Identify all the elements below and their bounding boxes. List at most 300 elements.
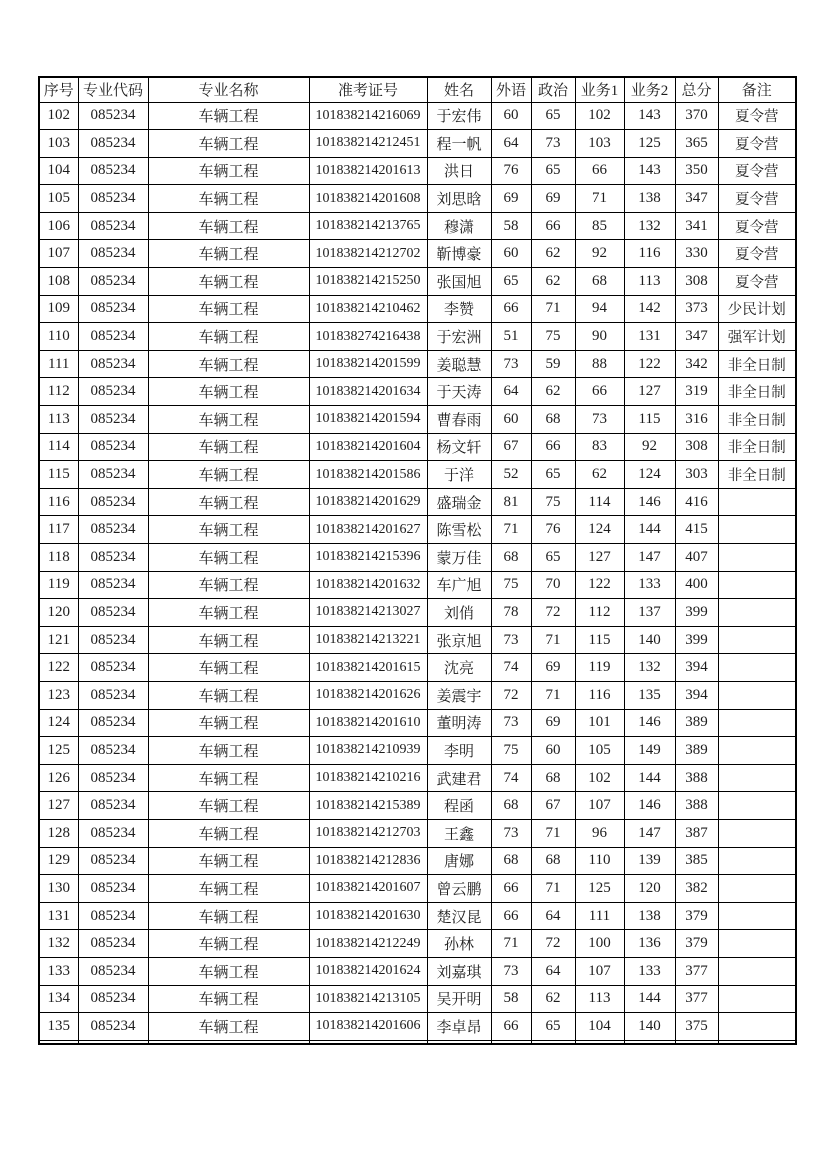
- cell-exam-id: 101838214201630: [309, 902, 427, 930]
- cell-politics: 65: [531, 102, 575, 130]
- cell-subject1: 103: [575, 130, 624, 158]
- cell-subject2: 146: [624, 709, 675, 737]
- cell-remarks: [718, 516, 796, 544]
- cell-subject2: 137: [624, 599, 675, 627]
- cell-major-code: 085234: [78, 516, 148, 544]
- cell-remarks: [718, 488, 796, 516]
- cell-politics: 62: [531, 240, 575, 268]
- cell-subject2: 138: [624, 902, 675, 930]
- cell-major-name: 车辆工程: [148, 102, 309, 130]
- cell-subject1: 66: [575, 378, 624, 406]
- cell-major-name: 车辆工程: [148, 295, 309, 323]
- cell-subject1: 122: [575, 571, 624, 599]
- cell-empty: [427, 1040, 491, 1044]
- cell-name: 刘嘉琪: [427, 957, 491, 985]
- cell-subject1: 100: [575, 930, 624, 958]
- cell-remarks: [718, 599, 796, 627]
- cell-foreign-language: 52: [491, 461, 531, 489]
- table-row: [39, 626, 796, 654]
- cell-name: 曹春雨: [427, 406, 491, 434]
- cell-foreign-language: 67: [491, 433, 531, 461]
- cell-total: 399: [675, 599, 718, 627]
- cell-subject2: 125: [624, 130, 675, 158]
- cell-major-code: 085234: [78, 268, 148, 296]
- cell-foreign-language: 64: [491, 378, 531, 406]
- cell-major-name: 车辆工程: [148, 323, 309, 351]
- cell-exam-id: 101838214213221: [309, 626, 427, 654]
- cell-major-code: 085234: [78, 957, 148, 985]
- cell-subject1: 110: [575, 847, 624, 875]
- cell-index: 114: [39, 433, 78, 461]
- cell-major-code: 085234: [78, 130, 148, 158]
- cell-index: 127: [39, 792, 78, 820]
- cell-politics: 76: [531, 516, 575, 544]
- cell-major-name: 车辆工程: [148, 516, 309, 544]
- table-row: [39, 488, 796, 516]
- cell-subject1: 113: [575, 985, 624, 1013]
- cell-major-name: 车辆工程: [148, 599, 309, 627]
- cell-index: 130: [39, 875, 78, 903]
- cell-remarks: 夏令营: [718, 212, 796, 240]
- cell-subject2: 146: [624, 792, 675, 820]
- cell-subject1: 107: [575, 957, 624, 985]
- cell-subject2: 132: [624, 212, 675, 240]
- cell-empty: [309, 1040, 427, 1044]
- cell-foreign-language: 58: [491, 212, 531, 240]
- cell-exam-id: 101838214201586: [309, 461, 427, 489]
- cell-remarks: [718, 847, 796, 875]
- cell-subject1: 62: [575, 461, 624, 489]
- cell-major-code: 085234: [78, 599, 148, 627]
- cell-name: 程一帆: [427, 130, 491, 158]
- cell-foreign-language: 60: [491, 240, 531, 268]
- cell-remarks: 夏令营: [718, 240, 796, 268]
- cell-major-code: 085234: [78, 295, 148, 323]
- cell-index: 122: [39, 654, 78, 682]
- cell-foreign-language: 66: [491, 875, 531, 903]
- cell-index: 112: [39, 378, 78, 406]
- cell-remarks: [718, 764, 796, 792]
- cell-subject2: 138: [624, 185, 675, 213]
- cell-politics: 73: [531, 130, 575, 158]
- cell-major-code: 085234: [78, 1013, 148, 1041]
- cell-empty: [148, 1040, 309, 1044]
- cell-politics: 60: [531, 737, 575, 765]
- cell-name: 李明: [427, 737, 491, 765]
- cell-name: 武建君: [427, 764, 491, 792]
- cell-major-name: 车辆工程: [148, 764, 309, 792]
- cell-major-code: 085234: [78, 488, 148, 516]
- cell-exam-id: 101838214213105: [309, 985, 427, 1013]
- cell-exam-id: 101838214201599: [309, 350, 427, 378]
- cell-name: 李卓昂: [427, 1013, 491, 1041]
- cell-exam-id: 101838214201632: [309, 571, 427, 599]
- cell-total: 388: [675, 792, 718, 820]
- cell-name: 靳博豪: [427, 240, 491, 268]
- cell-major-code: 085234: [78, 185, 148, 213]
- column-header-subject1: 业务1: [575, 77, 624, 102]
- cell-name: 王鑫: [427, 819, 491, 847]
- cell-subject2: 113: [624, 268, 675, 296]
- table-row: [39, 599, 796, 627]
- cell-empty: [718, 1040, 796, 1044]
- cell-major-name: 车辆工程: [148, 378, 309, 406]
- cell-remarks: [718, 957, 796, 985]
- cell-index: 121: [39, 626, 78, 654]
- cell-subject1: 127: [575, 544, 624, 572]
- cell-subject1: 119: [575, 654, 624, 682]
- cell-major-code: 085234: [78, 875, 148, 903]
- table-row: [39, 709, 796, 737]
- cell-foreign-language: 73: [491, 819, 531, 847]
- table-row: [39, 737, 796, 765]
- cell-foreign-language: 76: [491, 157, 531, 185]
- cell-empty: [78, 1040, 148, 1044]
- cell-foreign-language: 58: [491, 985, 531, 1013]
- cell-foreign-language: 75: [491, 571, 531, 599]
- cell-total: 407: [675, 544, 718, 572]
- cell-index: 104: [39, 157, 78, 185]
- cell-foreign-language: 73: [491, 709, 531, 737]
- cell-major-code: 085234: [78, 406, 148, 434]
- cell-index: 123: [39, 681, 78, 709]
- cell-subject2: 147: [624, 819, 675, 847]
- cell-subject2: 116: [624, 240, 675, 268]
- column-header-index: 序号: [39, 77, 78, 102]
- table-row: [39, 764, 796, 792]
- cell-politics: 68: [531, 406, 575, 434]
- cell-exam-id: 101838214201610: [309, 709, 427, 737]
- cell-empty: [39, 1040, 78, 1044]
- cell-remarks: [718, 737, 796, 765]
- cell-subject1: 102: [575, 764, 624, 792]
- cell-politics: 62: [531, 268, 575, 296]
- cell-politics: 68: [531, 847, 575, 875]
- cell-name: 孙林: [427, 930, 491, 958]
- cell-total: 394: [675, 654, 718, 682]
- column-header-subject2: 业务2: [624, 77, 675, 102]
- cell-total: 342: [675, 350, 718, 378]
- cell-foreign-language: 78: [491, 599, 531, 627]
- cell-foreign-language: 73: [491, 350, 531, 378]
- cell-total: 377: [675, 985, 718, 1013]
- cell-politics: 65: [531, 157, 575, 185]
- cell-subject1: 111: [575, 902, 624, 930]
- cell-major-code: 085234: [78, 654, 148, 682]
- cell-major-code: 085234: [78, 378, 148, 406]
- cell-total: 388: [675, 764, 718, 792]
- cell-subject2: 143: [624, 157, 675, 185]
- cell-politics: 62: [531, 985, 575, 1013]
- cell-index: 111: [39, 350, 78, 378]
- cell-index: 120: [39, 599, 78, 627]
- cell-major-name: 车辆工程: [148, 875, 309, 903]
- table-row: [39, 1013, 796, 1041]
- cell-remarks: 强军计划: [718, 323, 796, 351]
- cell-major-code: 085234: [78, 930, 148, 958]
- cell-total: 385: [675, 847, 718, 875]
- cell-index: 133: [39, 957, 78, 985]
- cell-remarks: 非全日制: [718, 378, 796, 406]
- cell-major-code: 085234: [78, 902, 148, 930]
- table-row: [39, 792, 796, 820]
- cell-exam-id: 101838214201627: [309, 516, 427, 544]
- table-row: [39, 571, 796, 599]
- cell-index: 131: [39, 902, 78, 930]
- cell-index: 105: [39, 185, 78, 213]
- cell-remarks: 非全日制: [718, 433, 796, 461]
- cell-foreign-language: 74: [491, 654, 531, 682]
- table-row: [39, 130, 796, 158]
- cell-major-name: 车辆工程: [148, 681, 309, 709]
- table-row: [39, 902, 796, 930]
- cell-major-code: 085234: [78, 626, 148, 654]
- cell-index: 107: [39, 240, 78, 268]
- cell-major-code: 085234: [78, 847, 148, 875]
- cell-name: 沈亮: [427, 654, 491, 682]
- cell-name: 刘思晗: [427, 185, 491, 213]
- table-row: [39, 433, 796, 461]
- table-row: [39, 957, 796, 985]
- cell-index: 126: [39, 764, 78, 792]
- cell-major-name: 车辆工程: [148, 130, 309, 158]
- cell-total: 415: [675, 516, 718, 544]
- cell-foreign-language: 69: [491, 185, 531, 213]
- cell-major-code: 085234: [78, 571, 148, 599]
- cell-politics: 65: [531, 1013, 575, 1041]
- cell-subject2: 122: [624, 350, 675, 378]
- cell-politics: 68: [531, 764, 575, 792]
- cell-remarks: 非全日制: [718, 461, 796, 489]
- cell-major-name: 车辆工程: [148, 544, 309, 572]
- cell-foreign-language: 73: [491, 957, 531, 985]
- cell-remarks: 夏令营: [718, 130, 796, 158]
- cell-subject1: 90: [575, 323, 624, 351]
- table-row: [39, 544, 796, 572]
- cell-total: 394: [675, 681, 718, 709]
- cell-major-code: 085234: [78, 764, 148, 792]
- cell-foreign-language: 51: [491, 323, 531, 351]
- cell-foreign-language: 81: [491, 488, 531, 516]
- cell-subject2: 142: [624, 295, 675, 323]
- cell-exam-id: 101838214215396: [309, 544, 427, 572]
- cell-major-name: 车辆工程: [148, 1013, 309, 1041]
- cell-subject2: 124: [624, 461, 675, 489]
- cell-politics: 64: [531, 902, 575, 930]
- cell-exam-id: 101838214212451: [309, 130, 427, 158]
- cell-empty: [575, 1040, 624, 1044]
- table-row: [39, 378, 796, 406]
- cell-major-name: 车辆工程: [148, 406, 309, 434]
- cell-major-name: 车辆工程: [148, 571, 309, 599]
- cell-index: 102: [39, 102, 78, 130]
- cell-remarks: 非全日制: [718, 350, 796, 378]
- cell-major-code: 085234: [78, 433, 148, 461]
- cell-subject1: 105: [575, 737, 624, 765]
- cell-exam-id: 101838214212702: [309, 240, 427, 268]
- cell-name: 穆潇: [427, 212, 491, 240]
- cell-exam-id: 101838214212703: [309, 819, 427, 847]
- cell-major-name: 车辆工程: [148, 957, 309, 985]
- cell-major-code: 085234: [78, 323, 148, 351]
- cell-foreign-language: 66: [491, 902, 531, 930]
- cell-subject2: 149: [624, 737, 675, 765]
- cell-major-name: 车辆工程: [148, 654, 309, 682]
- table-row: [39, 930, 796, 958]
- cell-total: 308: [675, 268, 718, 296]
- cell-subject1: 68: [575, 268, 624, 296]
- cell-subject2: 115: [624, 406, 675, 434]
- cell-remarks: 夏令营: [718, 185, 796, 213]
- cell-name: 于洋: [427, 461, 491, 489]
- cell-total: 373: [675, 295, 718, 323]
- cell-major-code: 085234: [78, 737, 148, 765]
- cell-total: 308: [675, 433, 718, 461]
- cell-name: 吴开明: [427, 985, 491, 1013]
- cell-name: 杨文轩: [427, 433, 491, 461]
- cell-name: 于宏伟: [427, 102, 491, 130]
- cell-name: 唐娜: [427, 847, 491, 875]
- cell-name: 车广旭: [427, 571, 491, 599]
- column-header-total: 总分: [675, 77, 718, 102]
- cell-foreign-language: 74: [491, 764, 531, 792]
- cell-subject1: 114: [575, 488, 624, 516]
- cell-total: 330: [675, 240, 718, 268]
- cell-remarks: [718, 654, 796, 682]
- cell-politics: 72: [531, 599, 575, 627]
- cell-remarks: 夏令营: [718, 102, 796, 130]
- cell-foreign-language: 75: [491, 737, 531, 765]
- cell-total: 400: [675, 571, 718, 599]
- cell-name: 董明涛: [427, 709, 491, 737]
- cell-remarks: [718, 626, 796, 654]
- cell-politics: 69: [531, 185, 575, 213]
- table-row: [39, 157, 796, 185]
- cell-foreign-language: 60: [491, 102, 531, 130]
- cell-major-code: 085234: [78, 709, 148, 737]
- cell-subject1: 94: [575, 295, 624, 323]
- cell-exam-id: 101838214216069: [309, 102, 427, 130]
- cell-total: 416: [675, 488, 718, 516]
- cell-exam-id: 101838274216438: [309, 323, 427, 351]
- cell-exam-id: 101838214212249: [309, 930, 427, 958]
- cell-total: 379: [675, 930, 718, 958]
- cell-foreign-language: 73: [491, 626, 531, 654]
- table-row: [39, 985, 796, 1013]
- admission-score-table: [38, 76, 797, 1045]
- cell-empty: [675, 1040, 718, 1044]
- cell-subject2: 144: [624, 764, 675, 792]
- table-row: [39, 406, 796, 434]
- table-row: [39, 875, 796, 903]
- table-row: [39, 847, 796, 875]
- cell-remarks: 非全日制: [718, 406, 796, 434]
- cell-name: 于天涛: [427, 378, 491, 406]
- cell-politics: 75: [531, 488, 575, 516]
- cell-subject1: 104: [575, 1013, 624, 1041]
- cell-index: 103: [39, 130, 78, 158]
- cell-subject1: 125: [575, 875, 624, 903]
- cell-exam-id: 101838214201594: [309, 406, 427, 434]
- cell-name: 于宏洲: [427, 323, 491, 351]
- column-header-exam-id: 准考证号: [309, 77, 427, 102]
- cell-politics: 71: [531, 819, 575, 847]
- cell-major-name: 车辆工程: [148, 819, 309, 847]
- cell-politics: 59: [531, 350, 575, 378]
- cell-foreign-language: 65: [491, 268, 531, 296]
- cell-exam-id: 101838214201626: [309, 681, 427, 709]
- cell-exam-id: 101838214212836: [309, 847, 427, 875]
- cell-total: 379: [675, 902, 718, 930]
- cell-foreign-language: 72: [491, 681, 531, 709]
- cell-total: 389: [675, 709, 718, 737]
- cell-subject2: 92: [624, 433, 675, 461]
- cell-major-name: 车辆工程: [148, 930, 309, 958]
- cell-foreign-language: 68: [491, 792, 531, 820]
- cell-exam-id: 101838214210216: [309, 764, 427, 792]
- cell-index: 110: [39, 323, 78, 351]
- cell-major-name: 车辆工程: [148, 212, 309, 240]
- cell-politics: 62: [531, 378, 575, 406]
- cell-major-code: 085234: [78, 792, 148, 820]
- cell-exam-id: 101838214201604: [309, 433, 427, 461]
- cell-remarks: [718, 819, 796, 847]
- cell-subject1: 96: [575, 819, 624, 847]
- cell-exam-id: 101838214201606: [309, 1013, 427, 1041]
- cell-subject1: 101: [575, 709, 624, 737]
- cell-foreign-language: 64: [491, 130, 531, 158]
- cell-major-name: 车辆工程: [148, 433, 309, 461]
- cell-remarks: [718, 1013, 796, 1041]
- cell-major-name: 车辆工程: [148, 626, 309, 654]
- cell-index: 132: [39, 930, 78, 958]
- cell-subject2: 127: [624, 378, 675, 406]
- cell-exam-id: 101838214201629: [309, 488, 427, 516]
- cell-foreign-language: 71: [491, 516, 531, 544]
- cell-foreign-language: 66: [491, 1013, 531, 1041]
- cell-subject1: 92: [575, 240, 624, 268]
- cell-major-name: 车辆工程: [148, 157, 309, 185]
- cell-major-name: 车辆工程: [148, 902, 309, 930]
- column-header-politics: 政治: [531, 77, 575, 102]
- table-row: [39, 516, 796, 544]
- cell-politics: 66: [531, 433, 575, 461]
- cell-politics: 70: [531, 571, 575, 599]
- cell-name: 李赞: [427, 295, 491, 323]
- cell-subject1: 115: [575, 626, 624, 654]
- cell-major-name: 车辆工程: [148, 185, 309, 213]
- cell-subject1: 102: [575, 102, 624, 130]
- cell-exam-id: 101838214201634: [309, 378, 427, 406]
- cell-major-code: 085234: [78, 681, 148, 709]
- cell-remarks: [718, 875, 796, 903]
- cell-exam-id: 101838214210462: [309, 295, 427, 323]
- cell-exam-id: 101838214201608: [309, 185, 427, 213]
- cell-subject2: 140: [624, 626, 675, 654]
- cell-remarks: 夏令营: [718, 157, 796, 185]
- cell-politics: 69: [531, 654, 575, 682]
- cell-total: 377: [675, 957, 718, 985]
- cell-subject1: 85: [575, 212, 624, 240]
- cell-name: 张京旭: [427, 626, 491, 654]
- cell-empty: [624, 1040, 675, 1044]
- cell-total: 375: [675, 1013, 718, 1041]
- cell-subject1: 66: [575, 157, 624, 185]
- cell-subject2: 143: [624, 102, 675, 130]
- cell-remarks: [718, 709, 796, 737]
- cell-index: 113: [39, 406, 78, 434]
- cell-subject2: 132: [624, 654, 675, 682]
